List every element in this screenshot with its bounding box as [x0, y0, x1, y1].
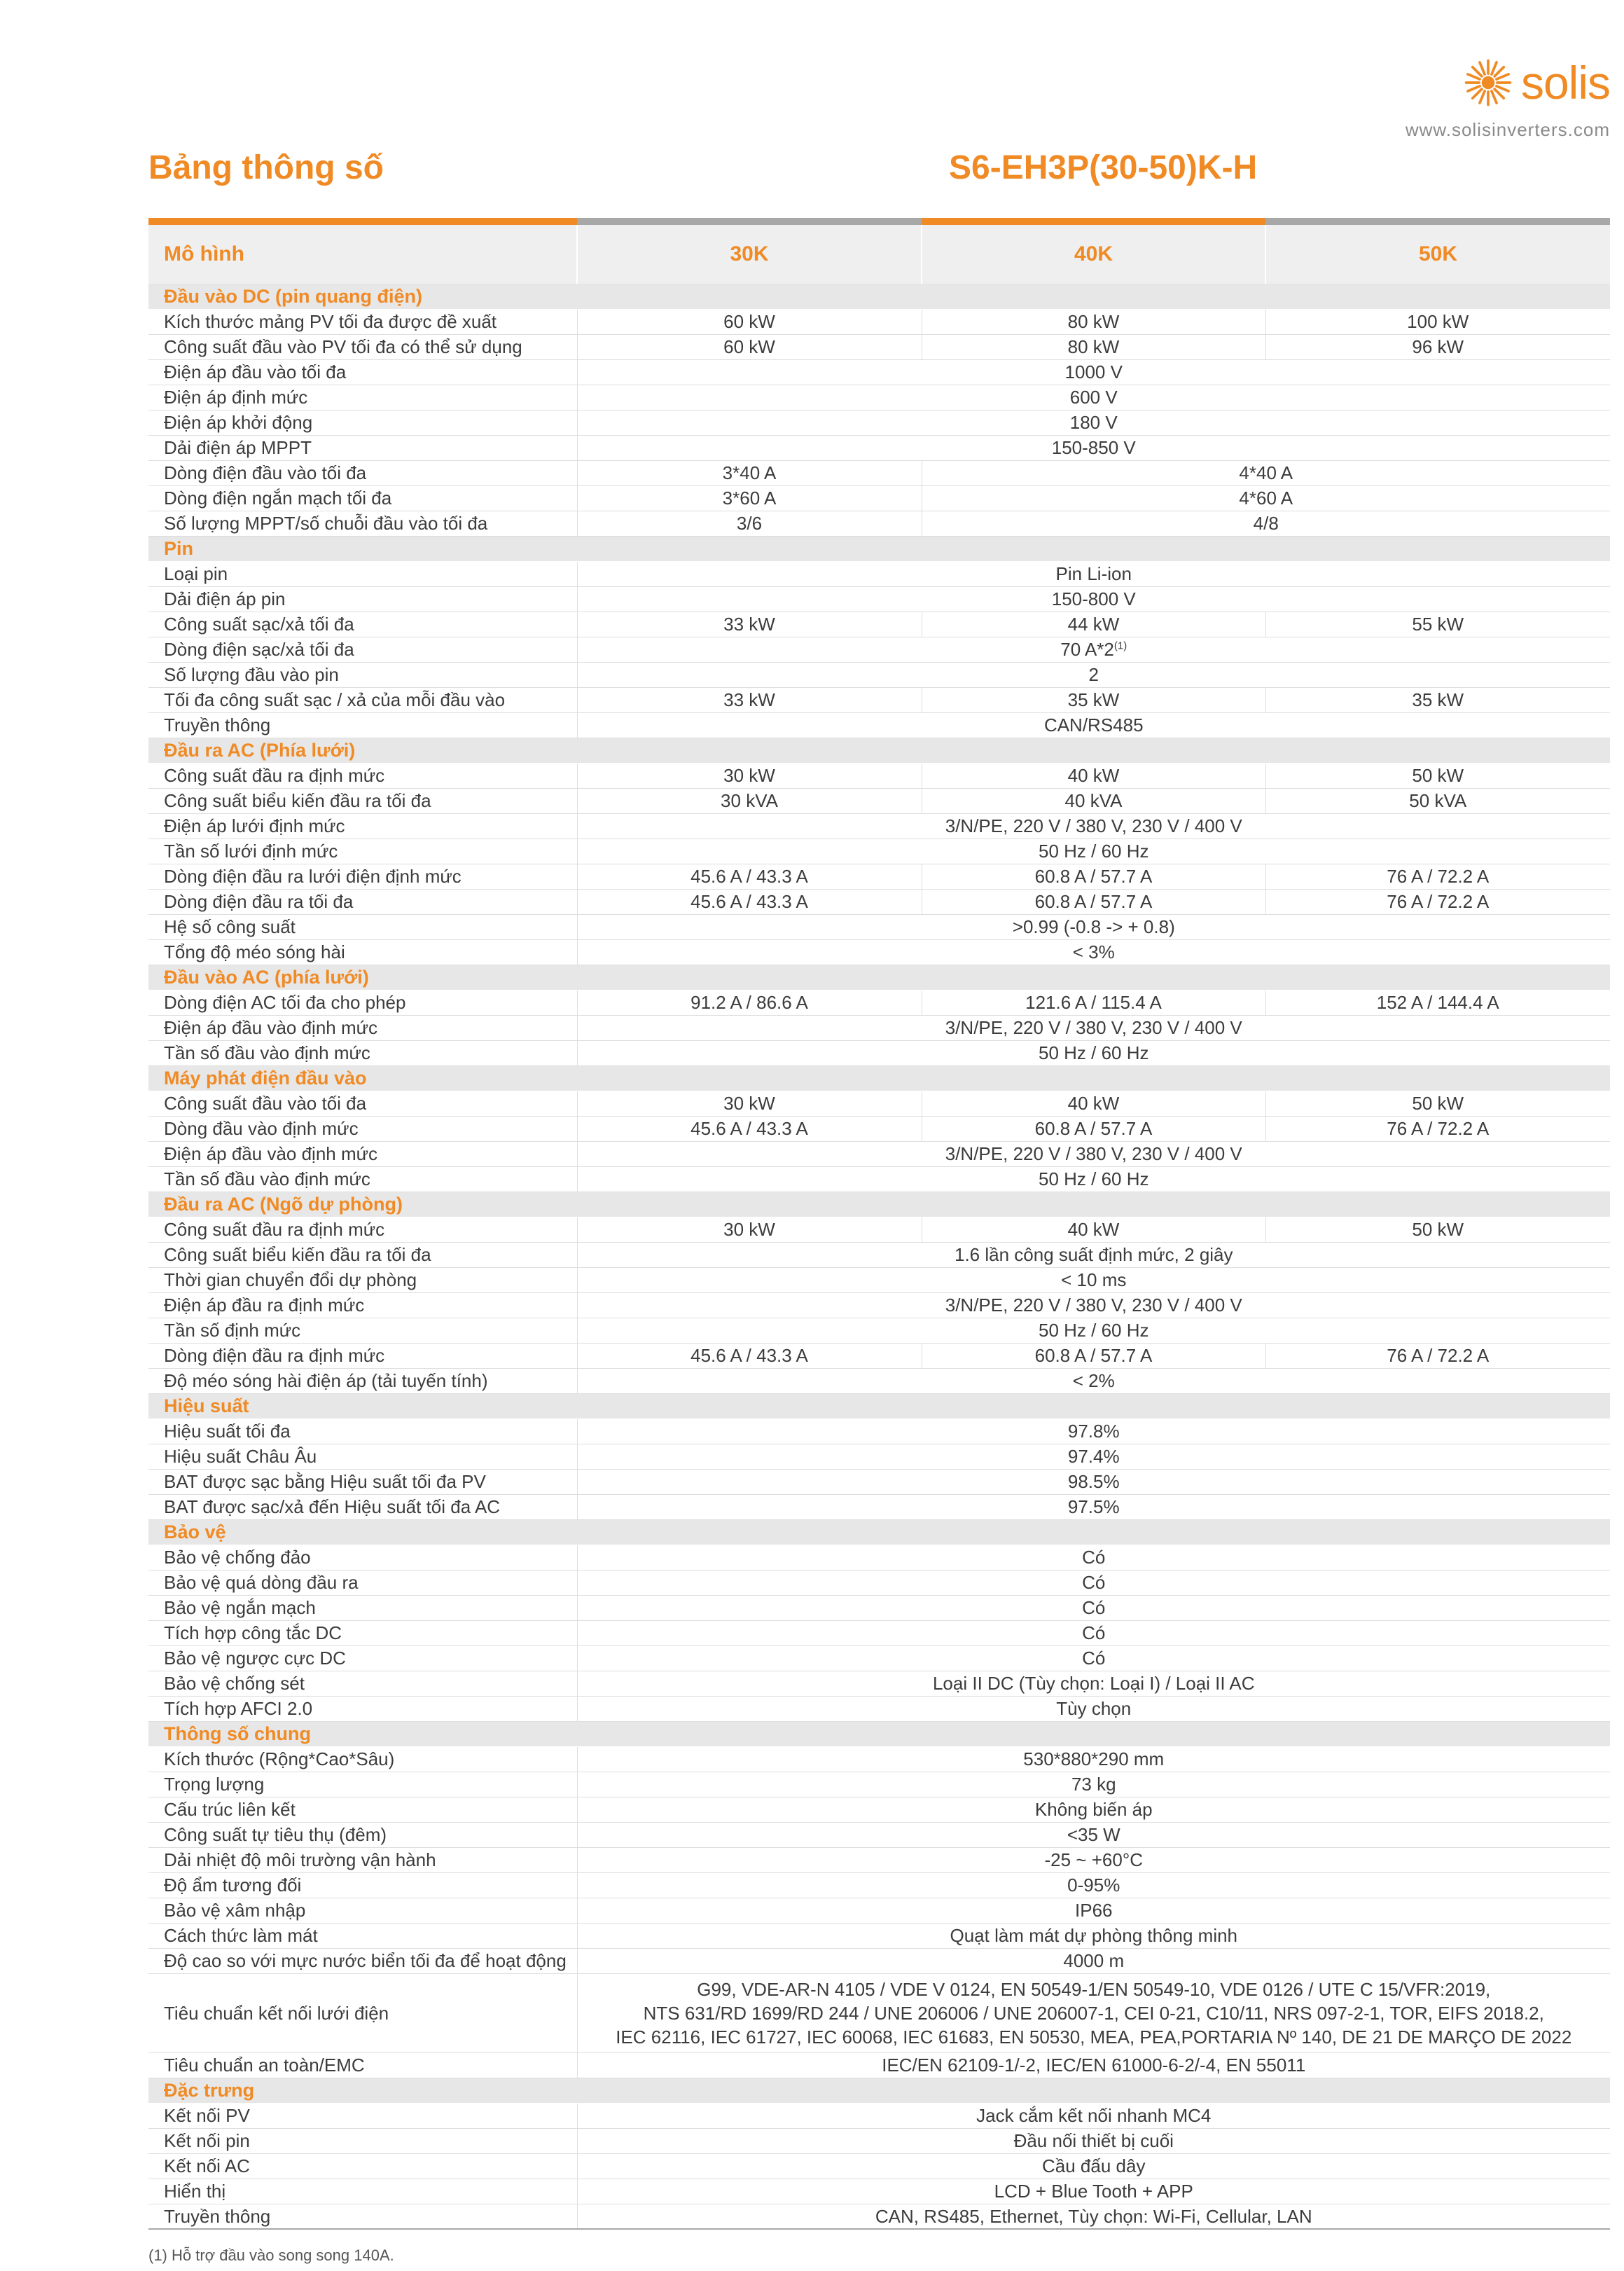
spec-label: Dòng điện đầu vào tối đa	[148, 460, 577, 485]
spec-label: Bảo vệ chống sét	[148, 1671, 577, 1696]
spec-value: 45.6 A / 43.3 A	[577, 1116, 922, 1141]
spec-value: 150-800 V	[577, 586, 1610, 612]
table-row	[148, 334, 1610, 359]
table-row	[148, 1267, 1610, 1292]
spec-value: Có	[577, 1595, 1610, 1620]
spec-label: Kết nối AC	[148, 2153, 577, 2179]
table-row	[148, 1469, 1610, 1494]
spec-value: 40 kW	[922, 763, 1265, 788]
table-row	[148, 1116, 1610, 1141]
spec-label: Dòng điện AC tối đa cho phép	[148, 990, 577, 1015]
spec-label: Công suất biểu kiến đầu ra tối đa	[148, 788, 577, 813]
spec-value: 30 kW	[577, 1091, 922, 1116]
table-header-row	[148, 225, 1610, 284]
spec-label: Dòng điện đầu ra tối đa	[148, 889, 577, 914]
spec-value: 3/N/PE, 220 V / 380 V, 230 V / 400 V	[577, 1292, 1610, 1318]
spec-value: 44 kW	[922, 612, 1265, 637]
accent-segment	[577, 218, 922, 225]
spec-value: Không biến áp	[577, 1797, 1610, 1822]
section-header-row	[148, 1721, 1610, 1746]
spec-label: Điện áp khởi động	[148, 410, 577, 435]
table-row	[148, 637, 1610, 662]
spec-label: Cách thức làm mát	[148, 1923, 577, 1948]
spec-value: 0-95%	[577, 1872, 1610, 1898]
page-title: Bảng thông số	[148, 149, 384, 186]
spec-value: 4/8	[922, 511, 1610, 536]
spec-label: Tần số định mức	[148, 1318, 577, 1343]
spec-value: 40 kW	[922, 1091, 1265, 1116]
spec-value: 97.5%	[577, 1494, 1610, 1519]
spec-value: 40 kVA	[922, 788, 1265, 813]
spec-value: IEC/EN 62109-1/-2, IEC/EN 61000-6-2/-4, EN 55011	[577, 2052, 1610, 2078]
spec-value: 80 kW	[922, 309, 1265, 334]
spec-value: 35 kW	[1265, 687, 1610, 712]
table-row	[148, 1545, 1610, 1570]
sun-icon	[1462, 57, 1514, 109]
spec-label: Tích hợp AFCI 2.0	[148, 1696, 577, 1721]
column-header-50k: 50K	[1265, 225, 1610, 284]
table-row	[148, 687, 1610, 712]
spec-value: 76 A / 72.2 A	[1265, 889, 1610, 914]
table-row	[148, 889, 1610, 914]
table-row	[148, 662, 1610, 687]
spec-label: Truyền thông	[148, 712, 577, 738]
spec-value: Đầu nối thiết bị cuối	[577, 2128, 1610, 2153]
section-header-row	[148, 536, 1610, 561]
spec-value: 180 V	[577, 410, 1610, 435]
spec-label: Tần số lưới định mức	[148, 838, 577, 864]
spec-label: Tần số đầu vào định mức	[148, 1166, 577, 1192]
spec-value: 600 V	[577, 385, 1610, 410]
spec-value: 30 kVA	[577, 788, 922, 813]
spec-value: 3*60 A	[577, 485, 922, 511]
spec-label: Hiệu suất tối đa	[148, 1418, 577, 1444]
spec-value: 3/N/PE, 220 V / 380 V, 230 V / 400 V	[577, 1141, 1610, 1166]
spec-label: Tiêu chuẩn kết nối lưới điện	[148, 1973, 577, 2052]
spec-label: Điện áp đầu vào định mức	[148, 1015, 577, 1040]
table-row	[148, 1418, 1610, 1444]
spec-value: 40 kW	[922, 1217, 1265, 1242]
table-row	[148, 1847, 1610, 1872]
spec-label: Kích thước mảng PV tối đa được đề xuất	[148, 309, 577, 334]
model-title: S6-EH3P(30-50)K-H	[949, 149, 1258, 186]
spec-value: 50 kW	[1265, 763, 1610, 788]
table-row	[148, 1166, 1610, 1192]
spec-value: 3/6	[577, 511, 922, 536]
table-row	[148, 612, 1610, 637]
spec-value: 1000 V	[577, 359, 1610, 385]
spec-label: Hệ số công suất	[148, 914, 577, 939]
section-title: Đầu ra AC (Ngõ dự phòng)	[148, 1192, 1610, 1217]
spec-value: 530*880*290 mm	[577, 1746, 1610, 1772]
spec-value: >0.99 (-0.8 -> + 0.8)	[577, 914, 1610, 939]
spec-label: Độ cao so với mực nước biển tối đa để hoạt động	[148, 1948, 577, 1973]
table-row	[148, 838, 1610, 864]
spec-value: 152 A / 144.4 A	[1265, 990, 1610, 1015]
brand-logo	[1462, 55, 1610, 111]
accent-segment	[922, 218, 1265, 225]
column-header-30k: 30K	[577, 225, 922, 284]
spec-value: 3/N/PE, 220 V / 380 V, 230 V / 400 V	[577, 813, 1610, 838]
table-row	[148, 511, 1610, 536]
table-row	[148, 712, 1610, 738]
spec-label: Truyền thông	[148, 2204, 577, 2229]
spec-value: CAN/RS485	[577, 712, 1610, 738]
section-header-row	[148, 1393, 1610, 1418]
spec-label: Điện áp định mức	[148, 385, 577, 410]
spec-value: Có	[577, 1645, 1610, 1671]
spec-value: 50 kVA	[1265, 788, 1610, 813]
spec-label: Cấu trúc liên kết	[148, 1797, 577, 1822]
table-row	[148, 939, 1610, 965]
spec-label: BAT được sạc bằng Hiệu suất tối đa PV	[148, 1469, 577, 1494]
table-row	[148, 1746, 1610, 1772]
spec-label: Điện áp lưới định mức	[148, 813, 577, 838]
table-row	[148, 1444, 1610, 1469]
section-header-row	[148, 2078, 1610, 2103]
section-header-row	[148, 1519, 1610, 1545]
spec-value: 30 kW	[577, 763, 922, 788]
spec-label: Điện áp đầu vào định mức	[148, 1141, 577, 1166]
table-row	[148, 460, 1610, 485]
spec-label: Số lượng đầu vào pin	[148, 662, 577, 687]
spec-label: Điện áp đầu ra định mức	[148, 1292, 577, 1318]
spec-label: Tối đa công suất sạc / xả của mỗi đầu vào	[148, 687, 577, 712]
section-title: Đầu vào AC (phía lưới)	[148, 965, 1610, 990]
column-header-40k: 40K	[922, 225, 1265, 284]
spec-label: Dải điện áp MPPT	[148, 435, 577, 460]
spec-value: Jack cắm kết nối nhanh MC4	[577, 2103, 1610, 2128]
spec-value: 60.8 A / 57.7 A	[922, 864, 1265, 889]
section-title: Thông số chung	[148, 1721, 1610, 1746]
spec-label: Công suất sạc/xả tối đa	[148, 612, 577, 637]
spec-value: 4*40 A	[922, 460, 1610, 485]
table-row	[148, 1015, 1610, 1040]
spec-label: Bảo vệ chống đảo	[148, 1545, 577, 1570]
section-header-row	[148, 965, 1610, 990]
spec-value: Có	[577, 1545, 1610, 1570]
spec-table-body	[148, 284, 1610, 2229]
spec-value: 60.8 A / 57.7 A	[922, 889, 1265, 914]
table-row	[148, 788, 1610, 813]
spec-label: Dải nhiệt độ môi trường vận hành	[148, 1847, 577, 1872]
table-row	[148, 763, 1610, 788]
spec-value: IP66	[577, 1898, 1610, 1923]
accent-segment	[148, 218, 577, 225]
table-row	[148, 1292, 1610, 1318]
spec-value: 50 kW	[1265, 1091, 1610, 1116]
footnote: (1) Hỗ trợ đầu vào song song 140A.	[148, 2246, 394, 2264]
spec-value: CAN, RS485, Ethernet, Tùy chọn: Wi-Fi, Cellular, LAN	[577, 2204, 1610, 2229]
table-row	[148, 1343, 1610, 1368]
table-row	[148, 410, 1610, 435]
spec-value: 91.2 A / 86.6 A	[577, 990, 922, 1015]
spec-label: Hiệu suất Châu Âu	[148, 1444, 577, 1469]
spec-value: 4*60 A	[922, 485, 1610, 511]
table-row	[148, 2153, 1610, 2179]
spec-value: 76 A / 72.2 A	[1265, 1343, 1610, 1368]
spec-label: Điện áp đầu vào tối đa	[148, 359, 577, 385]
spec-value: < 2%	[577, 1368, 1610, 1393]
table-row	[148, 1797, 1610, 1822]
section-title: Máy phát điện đầu vào	[148, 1065, 1610, 1091]
section-header-row	[148, 284, 1610, 309]
table-row	[148, 1368, 1610, 1393]
section-title: Đầu vào DC (pin quang điện)	[148, 284, 1610, 309]
spec-label: Công suất đầu vào PV tối đa có thể sử dụng	[148, 334, 577, 359]
spec-value: 33 kW	[577, 612, 922, 637]
section-header-row	[148, 1192, 1610, 1217]
spec-value: 73 kg	[577, 1772, 1610, 1797]
spec-value: 2	[577, 662, 1610, 687]
section-title: Bảo vệ	[148, 1519, 1610, 1545]
spec-value: 3/N/PE, 220 V / 380 V, 230 V / 400 V	[577, 1015, 1610, 1040]
spec-label: Công suất biểu kiến đầu ra tối đa	[148, 1242, 577, 1267]
footnote-marker: (1)	[1113, 640, 1127, 652]
table-row	[148, 2204, 1610, 2229]
spec-value: 50 Hz / 60 Hz	[577, 1040, 1610, 1065]
spec-label: Độ méo sóng hài điện áp (tải tuyến tính)	[148, 1368, 577, 1393]
table-row	[148, 1671, 1610, 1696]
spec-label: Dải điện áp pin	[148, 586, 577, 612]
table-row	[148, 359, 1610, 385]
spec-label: Bảo vệ quá dòng đầu ra	[148, 1570, 577, 1595]
table-row	[148, 309, 1610, 334]
spec-label: Kết nối pin	[148, 2128, 577, 2153]
spec-value: 60.8 A / 57.7 A	[922, 1116, 1265, 1141]
table-row	[148, 1318, 1610, 1343]
table-row	[148, 914, 1610, 939]
table-row	[148, 586, 1610, 612]
spec-value-text: 70 A*2	[1060, 639, 1114, 660]
table-row	[148, 1822, 1610, 1847]
spec-value: 35 kW	[922, 687, 1265, 712]
table-row	[148, 2052, 1610, 2078]
spec-value: LCD + Blue Tooth + APP	[577, 2179, 1610, 2204]
spec-value: 45.6 A / 43.3 A	[577, 1343, 922, 1368]
spec-value: 50 Hz / 60 Hz	[577, 838, 1610, 864]
table-row	[148, 2103, 1610, 2128]
spec-value: 50 Hz / 60 Hz	[577, 1318, 1610, 1343]
table-row	[148, 1141, 1610, 1166]
spec-label: Tích hợp công tắc DC	[148, 1620, 577, 1645]
spec-value: Cầu đấu dây	[577, 2153, 1610, 2179]
table-row	[148, 561, 1610, 586]
spec-value: 45.6 A / 43.3 A	[577, 864, 922, 889]
spec-label: Dòng đầu vào định mức	[148, 1116, 577, 1141]
table-row	[148, 1040, 1610, 1065]
column-header-model: Mô hình	[148, 225, 577, 284]
table-row	[148, 813, 1610, 838]
spec-label: Dòng điện ngắn mạch tối đa	[148, 485, 577, 511]
spec-label: Loại pin	[148, 561, 577, 586]
spec-value: 97.4%	[577, 1444, 1610, 1469]
spec-value: 60 kW	[577, 309, 922, 334]
spec-value: Có	[577, 1620, 1610, 1645]
spec-label: Hiển thị	[148, 2179, 577, 2204]
table-row	[148, 990, 1610, 1015]
spec-label: Công suất tự tiêu thụ (đêm)	[148, 1822, 577, 1847]
spec-label: Thời gian chuyển đổi dự phòng	[148, 1267, 577, 1292]
section-title: Hiệu suất	[148, 1393, 1610, 1418]
spec-value: 80 kW	[922, 334, 1265, 359]
spec-value: Loại II DC (Tùy chọn: Loại I) / Loại II AC	[577, 1671, 1610, 1696]
spec-value: 60.8 A / 57.7 A	[922, 1343, 1265, 1368]
spec-value: 4000 m	[577, 1948, 1610, 1973]
table-row	[148, 1091, 1610, 1116]
table-row	[148, 2128, 1610, 2153]
spec-value: 50 Hz / 60 Hz	[577, 1166, 1610, 1192]
spec-value: < 3%	[577, 939, 1610, 965]
brand-name: solis	[1520, 57, 1610, 109]
spec-label: Tần số đầu vào định mức	[148, 1040, 577, 1065]
section-title: Đặc trưng	[148, 2078, 1610, 2103]
spec-value: 100 kW	[1265, 309, 1610, 334]
spec-label: Công suất đầu ra định mức	[148, 763, 577, 788]
table-row	[148, 1242, 1610, 1267]
spec-value: 30 kW	[577, 1217, 922, 1242]
section-title: Đầu ra AC (Phía lưới)	[148, 738, 1610, 763]
section-header-row	[148, 1065, 1610, 1091]
table-row	[148, 1570, 1610, 1595]
spec-label: Dòng điện đầu ra định mức	[148, 1343, 577, 1368]
table-row	[148, 385, 1610, 410]
spec-label: Kích thước (Rộng*Cao*Sâu)	[148, 1746, 577, 1772]
spec-label: Số lượng MPPT/số chuỗi đầu vào tối đa	[148, 511, 577, 536]
spec-value: 76 A / 72.2 A	[1265, 1116, 1610, 1141]
spec-value: 150-850 V	[577, 435, 1610, 460]
spec-value: 45.6 A / 43.3 A	[577, 889, 922, 914]
accent-segment	[1265, 218, 1610, 225]
table-row	[148, 1696, 1610, 1721]
spec-value: -25 ~ +60°C	[577, 1847, 1610, 1872]
spec-value: 96 kW	[1265, 334, 1610, 359]
spec-table	[148, 225, 1610, 2230]
spec-label: Tổng độ méo sóng hài	[148, 939, 577, 965]
spec-label: Trọng lượng	[148, 1772, 577, 1797]
spec-value: G99, VDE-AR-N 4105 / VDE V 0124, EN 50549-1/EN 50549-10, VDE 0126 / UTE C 15/VFR:2019, NTS 631/RD 1699/RD 244 / UNE 206006 / UNE 206007-1, CEI 0-21, C10/11, NRS 097-2-1, TOR, EIFS 2018.2, IEC 62116, IEC 61727, IEC 60068, IEC 61683, EN 50530, MEA, PEA,PORTARIA Nº 140, DE 21 DE MARÇO DE 2022	[577, 1973, 1610, 2052]
spec-label: Công suất đầu vào tối đa	[148, 1091, 577, 1116]
table-row	[148, 1494, 1610, 1519]
table-row	[148, 1595, 1610, 1620]
table-row	[148, 435, 1610, 460]
spec-value: 98.5%	[577, 1469, 1610, 1494]
table-row	[148, 864, 1610, 889]
spec-value: Có	[577, 1570, 1610, 1595]
spec-label: Bảo vệ ngắn mạch	[148, 1595, 577, 1620]
table-row	[148, 1872, 1610, 1898]
website-url: www.solisinverters.com	[1405, 119, 1610, 140]
spec-value: Pin Li-ion	[577, 561, 1610, 586]
spec-value: 97.8%	[577, 1418, 1610, 1444]
spec-label: Dòng điện đầu ra lưới điện định mức	[148, 864, 577, 889]
spec-label: Bảo vệ xâm nhập	[148, 1898, 577, 1923]
section-header-row	[148, 738, 1610, 763]
table-row	[148, 1948, 1610, 1973]
spec-value: 50 kW	[1265, 1217, 1610, 1242]
spec-value	[577, 637, 1610, 662]
spec-value: 33 kW	[577, 687, 922, 712]
spec-label: Độ ẩm tương đối	[148, 1872, 577, 1898]
table-row	[148, 485, 1610, 511]
table-row	[148, 1645, 1610, 1671]
spec-label: Kết nối PV	[148, 2103, 577, 2128]
table-row	[148, 2179, 1610, 2204]
header-accent-bar	[148, 218, 1610, 225]
table-row	[148, 1772, 1610, 1797]
spec-value: Quạt làm mát dự phòng thông minh	[577, 1923, 1610, 1948]
spec-value: 76 A / 72.2 A	[1265, 864, 1610, 889]
spec-label: BAT được sạc/xả đến Hiệu suất tối đa AC	[148, 1494, 577, 1519]
table-row	[148, 1620, 1610, 1645]
table-row	[148, 1217, 1610, 1242]
table-row	[148, 1973, 1610, 2052]
spec-value: 1.6 lần công suất định mức, 2 giây	[577, 1242, 1610, 1267]
table-row	[148, 1923, 1610, 1948]
spec-value: < 10 ms	[577, 1267, 1610, 1292]
spec-value: 3*40 A	[577, 460, 922, 485]
spec-value: 55 kW	[1265, 612, 1610, 637]
spec-label: Công suất đầu ra định mức	[148, 1217, 577, 1242]
spec-value: Tùy chọn	[577, 1696, 1610, 1721]
section-title: Pin	[148, 536, 1610, 561]
spec-label: Tiêu chuẩn an toàn/EMC	[148, 2052, 577, 2078]
spec-label: Bảo vệ ngược cực DC	[148, 1645, 577, 1671]
spec-value: 121.6 A / 115.4 A	[922, 990, 1265, 1015]
table-row	[148, 1898, 1610, 1923]
spec-value: 60 kW	[577, 334, 922, 359]
spec-value: <35 W	[577, 1822, 1610, 1847]
spec-label: Dòng điện sạc/xả tối đa	[148, 637, 577, 662]
